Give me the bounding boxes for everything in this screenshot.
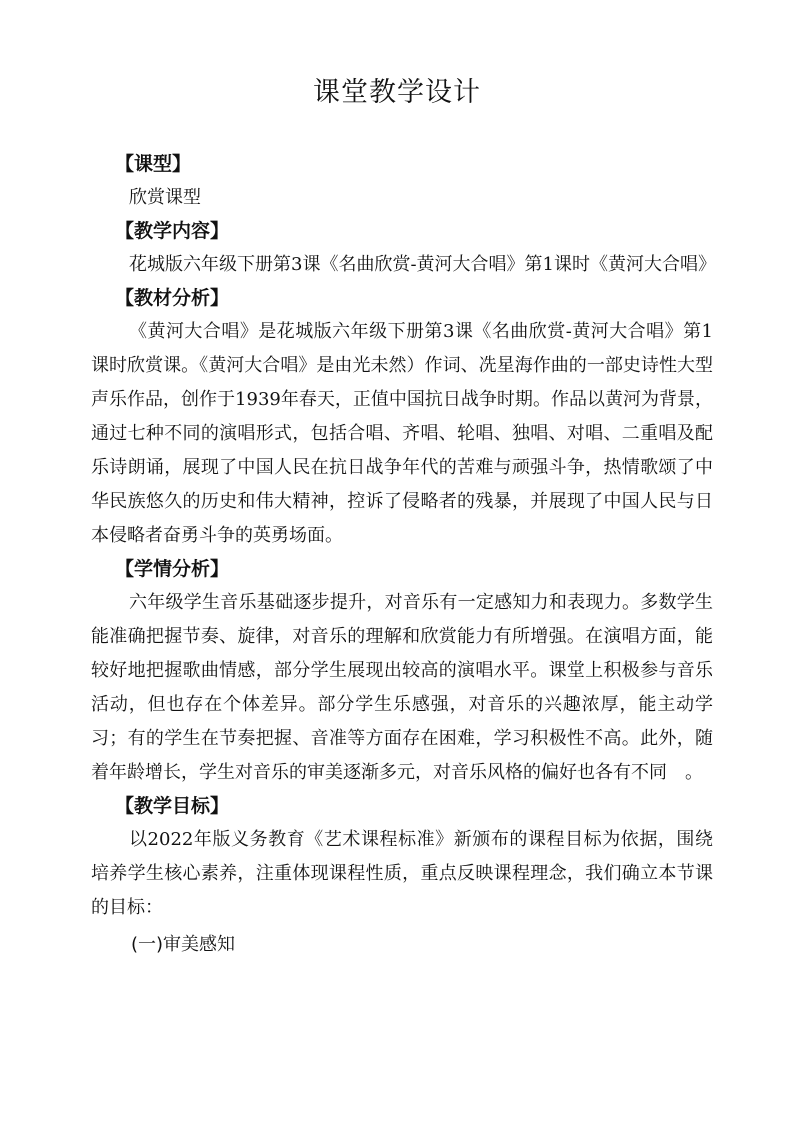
- document-body: [91, 148, 716, 965]
- section-heading-content: 【教学内容】: [115, 220, 230, 242]
- section-heading-material: 【教材分析】: [115, 287, 230, 309]
- content-text: 花城版六年级下册第3课《名曲欣赏-黄河大合唱》第1课时《黄河大合唱》: [129, 254, 716, 275]
- students-text: 六年级学生音乐基础逐步提升，对音乐有一定感知力和表现力。多数学生能准确把握节奏、旋律，对音乐的理解和欣赏能力有所增强。在演唱方面，能较好地把握歌曲情感，部分学生展现出较高的演唱水平。课堂上积极参与音乐活动，但也存在个体差异。部分学生乐感强，对音乐的兴趣浓厚，能主动学习；有的学生在节奏把握、音准等方面存在困难，学习积极性不高。此外，随着年龄增长，学生对音乐的审美逐渐多元，对音乐风格的偏好也各有不同 。: [91, 592, 713, 783]
- goals-subheading-aesthetic: (一)审美感知: [131, 934, 236, 955]
- document-title: 课堂教学设计: [313, 77, 481, 108]
- section-heading-students: 【学情分析】: [115, 558, 230, 580]
- goals-text: 以2022年版义务教育《艺术课程标准》新颁布的课程目标为依据，围绕培养学生核心素养，注重体现课程性质，重点反映课程理念，我们确立本节课的目标：: [91, 829, 713, 918]
- section-heading-lesson-type: 【课型】: [115, 153, 192, 175]
- lesson-type-text: 欣赏课型: [129, 187, 201, 208]
- material-text: 《黄河大合唱》是花城版六年级下册第3课《名曲欣赏-黄河大合唱》第1课时欣赏课。《黄河大合唱》是由光未然）作词、冼星海作曲的一部史诗性大型声乐作品，创作于1939年春天，正值中国抗日战争时期。作品以黄河为背景，通过七种不同的演唱形式，包括合唱、齐唱、轮唱、独唱、对唱、二重唱及配乐诗朗诵，展现了中国人民在抗日战争年代的苦难与顽强斗争，热情歌颂了中华民族悠久的历史和伟大精神，控诉了侵略者的残暴，并展现了中国人民与日本侵略者奋勇斗争的英勇场面。: [91, 321, 713, 546]
- section-heading-goals: 【教学目标】: [115, 795, 230, 817]
